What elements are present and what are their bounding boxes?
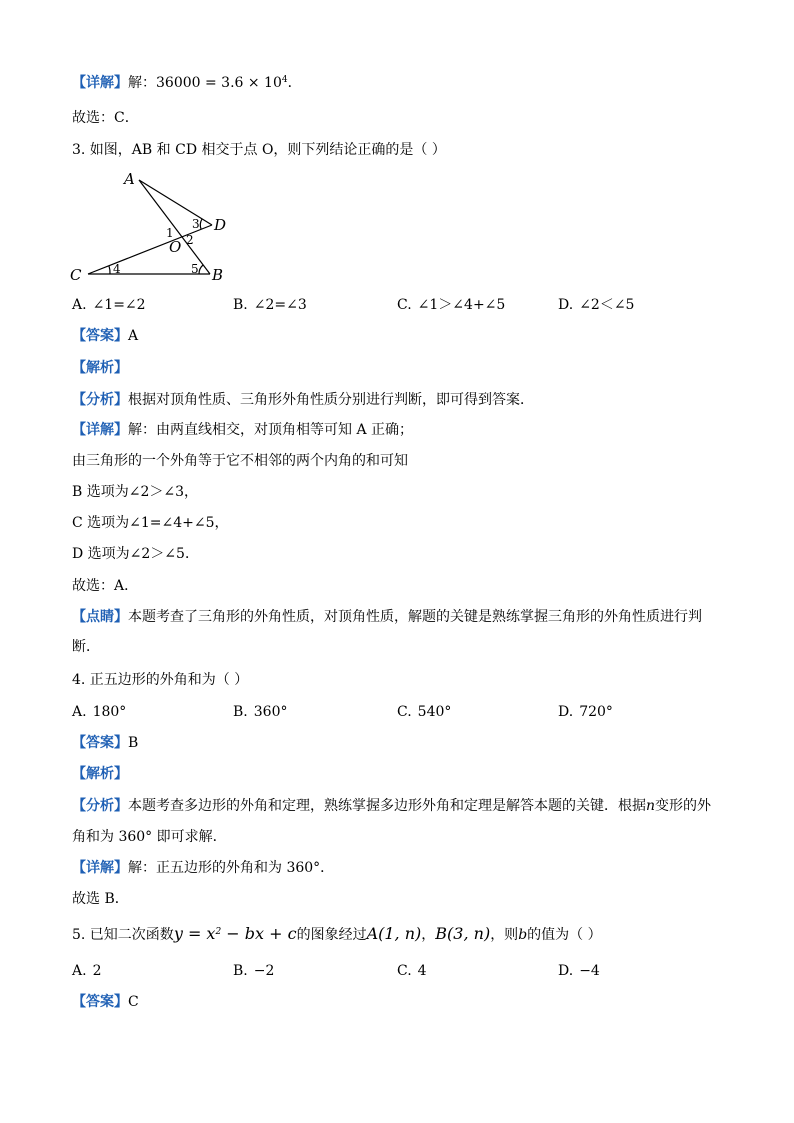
q3-choose: 故选：A． (72, 578, 139, 594)
q4-option-a (72, 702, 126, 722)
q3-option-c (397, 295, 505, 315)
func-exponent: 2 (215, 927, 222, 937)
question-3-stem: 3. 如图，AB 和 CD 相交于点 O，则下列结论正确的是（ ） (72, 142, 446, 158)
option-text: 720° (579, 704, 613, 720)
q4-choose: 故选 B． (72, 891, 129, 907)
variable-b: b (518, 927, 528, 943)
option-letter: D. (558, 297, 574, 313)
period: ． (287, 75, 302, 91)
question-4-stem: 4. 正五边形的外角和为（ ） (72, 672, 249, 688)
q3-dianjing (72, 607, 702, 627)
q3-answer (72, 326, 138, 346)
option-text: ∠1＞∠4+∠5 (417, 297, 506, 313)
option-text: ∠2＜∠5 (579, 297, 635, 313)
label-o: O (169, 238, 182, 256)
dianjing-tag: 【点睛】 (72, 609, 128, 625)
answer-value: A (128, 328, 139, 344)
q4-fenxi-2: 角和为 360° 即可求解． (72, 829, 227, 845)
answer-value: C (128, 994, 139, 1010)
option-text: ∠2=∠3 (253, 297, 307, 313)
option-text: ∠1=∠2 (92, 297, 146, 313)
answer-value: B (128, 735, 139, 751)
q5-option-b (233, 961, 274, 981)
option-text: 2 (92, 963, 102, 979)
q4-xiangjie (72, 858, 334, 878)
option-letter: C. (397, 963, 412, 979)
point-a: A(1, n) (366, 924, 422, 943)
point-b: B(3, n) (435, 924, 491, 943)
q5-option-d (558, 961, 600, 981)
q4-option-c (397, 702, 451, 722)
xiangjie-text: 解：由两直线相交，对顶角相等可知 A 正确； (128, 422, 414, 438)
label-b: B (212, 266, 224, 284)
angle-3-label: 3 (192, 217, 200, 231)
segment-ad (139, 180, 212, 225)
q3-analysis-heading (72, 358, 128, 378)
q4-option-b (233, 702, 287, 722)
option-letter: A. (72, 704, 87, 720)
label-c: C (70, 266, 82, 284)
label-d: D (214, 216, 227, 234)
q3-dianjing-2: 断． (72, 639, 100, 655)
separator: ， (421, 927, 436, 943)
stem-text: 5. 已知二次函数 (72, 927, 174, 943)
option-letter: D. (558, 704, 574, 720)
q5-option-a (72, 961, 101, 981)
stem-text: ，则 (490, 927, 519, 943)
xiangjie-tag: 【详解】 (72, 860, 128, 876)
func-rest: − bx + c (221, 924, 297, 943)
angle-4-label: 4 (113, 262, 121, 276)
question-5-stem (72, 924, 602, 945)
answer-tag: 【答案】 (72, 328, 128, 344)
q5-option-c (397, 961, 427, 981)
option-letter: A. (72, 963, 87, 979)
arc-4 (109, 266, 110, 274)
choice-line: 故选：C． (72, 110, 139, 126)
angle-5-label: 5 (191, 262, 199, 276)
q3-xiangjie (72, 420, 413, 440)
q5-answer (72, 992, 139, 1012)
option-text: 4 (417, 963, 427, 979)
q4-option-d (558, 702, 613, 722)
option-text: −2 (253, 963, 275, 979)
angle-2-label: 2 (186, 233, 194, 247)
analysis-tag: 【解析】 (72, 360, 128, 376)
q3-line-1: 由三角形的一个外角等于它不相邻的两个内角的和可知 (72, 453, 408, 469)
option-letter: C. (397, 297, 412, 313)
label-a: A (124, 170, 135, 188)
fenxi-text: 根据对顶角性质、三角形外角性质分别进行判断，即可得到答案． (128, 392, 534, 408)
q3-fenxi (72, 390, 534, 410)
solution-line (72, 73, 302, 93)
variable-n: n (646, 798, 656, 814)
answer-tag: 【答案】 (72, 994, 128, 1010)
fenxi-tag: 【分析】 (72, 392, 128, 408)
func-main: y = x (173, 924, 216, 943)
option-text: 360° (253, 704, 288, 720)
stem-text: 的图象经过 (296, 927, 367, 943)
option-letter: B. (233, 704, 248, 720)
option-letter: A. (72, 297, 87, 313)
function-expr (174, 924, 297, 943)
arc-3 (200, 219, 202, 229)
q3-line-2: B 选项为∠2＞∠3， (72, 484, 199, 500)
fenxi-text-end: 变形的外 (655, 798, 712, 814)
option-text: −4 (579, 963, 600, 979)
q3-option-a (72, 295, 146, 315)
option-text: 180° (92, 704, 127, 720)
analysis-tag: 【解析】 (72, 766, 128, 782)
answer-tag: 【答案】 (72, 735, 128, 751)
dianjing-text: 本题考查了三角形的外角性质，对顶角性质，解题的关键是熟练掌握三角形的外角性质进行判 (128, 609, 702, 625)
option-text: 540° (417, 704, 452, 720)
xiangjie-tag: 【详解】 (72, 422, 128, 438)
q3-option-b (233, 295, 307, 315)
xiangjie-text: 解：正五边形的外角和为 360°． (128, 860, 335, 876)
detail-text: 解：36000 = 3.6 × 10 (128, 75, 282, 91)
fenxi-tag: 【分析】 (72, 798, 128, 814)
option-letter: B. (233, 297, 248, 313)
stem-text: 的值为（ ） (527, 927, 602, 943)
q4-fenxi (72, 796, 711, 816)
q3-option-d (558, 295, 634, 315)
q3-figure (66, 166, 236, 284)
exponent: 4 (281, 75, 288, 85)
q4-analysis-heading (72, 764, 128, 784)
arc-5 (199, 265, 203, 274)
fenxi-text: 本题考查多边形的外角和定理，熟练掌握多边形外角和定理是解答本题的关键．根据 (128, 798, 646, 814)
q4-answer (72, 733, 138, 753)
detail-tag: 【详解】 (72, 75, 128, 91)
option-letter: D. (558, 963, 574, 979)
option-letter: B. (233, 963, 248, 979)
q3-line-3: C 选项为∠1=∠4+∠5， (72, 515, 229, 531)
q3-line-4: D 选项为∠2＞∠5． (72, 546, 199, 562)
option-letter: C. (397, 704, 412, 720)
angle-1-label: 1 (166, 226, 174, 240)
